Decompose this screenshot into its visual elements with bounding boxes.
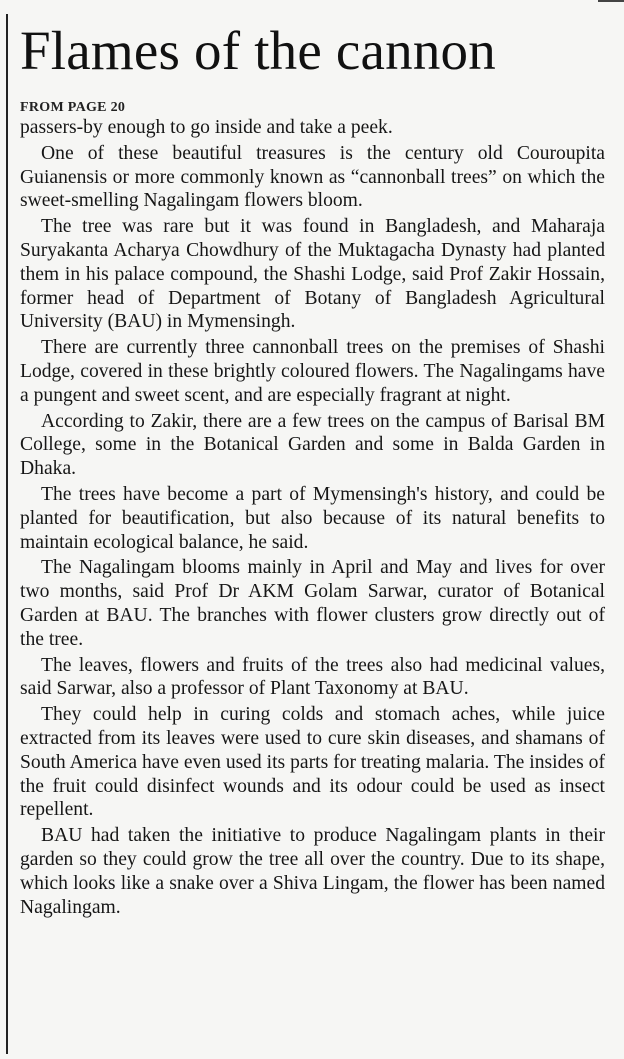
- article-paragraph: The trees have become a part of Mymensingh's history, and could be planted for beautification, but also because of its natural benefits to maintain ecological balance, he said.: [20, 483, 605, 553]
- top-right-border-rule: [598, 0, 624, 2]
- column-border-rule: [6, 14, 8, 1054]
- continued-from-line: FROM PAGE 20: [20, 100, 126, 115]
- article-body: [20, 116, 605, 919]
- article: [20, 20, 605, 919]
- article-paragraph: The tree was rare but it was found in Bangladesh, and Maharaja Suryakanta Acharya Chowdhury of the Muktagacha Dynasty had planted them in his palace compound, the Shashi Lodge, said Prof Zakir Hossain, former head of Department of Botany of Bangladesh Agricultural University (BAU) in Mymensingh.: [20, 216, 605, 333]
- article-paragraph: The leaves, flowers and fruits of the trees also had medicinal values, said Sarwar, also a professor of Plant Taxonomy at BAU.: [20, 654, 605, 700]
- headline: Flames of the cannon: [20, 20, 496, 81]
- article-paragraph: According to Zakir, there are a few trees on the campus of Barisal BM College, some in the Botanical Garden and some in Balda Garden in Dhaka.: [20, 410, 605, 480]
- article-paragraph: There are currently three cannonball trees on the premises of Shashi Lodge, covered in these brightly coloured flowers. The Nagalingams have a pungent and sweet scent, and are especially fragrant at night.: [20, 337, 605, 406]
- article-paragraph: passers-by enough to go inside and take a peek.: [20, 117, 393, 138]
- article-paragraph: BAU had taken the initiative to produce Nagalingam plants in their garden so they could grow the tree all over the country. Due to its shape, which looks like a snake over a Shiva Lingam, the flower has been named Nagalingam.: [20, 825, 605, 918]
- article-paragraph: They could help in curing colds and stomach aches, while juice extracted from its leaves were used to cure skin diseases, and shamans of South America have even used its parts for treating malaria. The insides of the fruit could disinfect wounds and its odour could be used as insect repellent.: [20, 704, 605, 821]
- article-paragraph: One of these beautiful treasures is the century old Couroupita Guianensis or more commonly known as “cannonball trees” on which the sweet-smelling Nagalingam flowers bloom.: [20, 142, 605, 212]
- article-paragraph: The Nagalingam blooms mainly in April and May and lives for over two months, said Prof Dr AKM Golam Sarwar, curator of Botanical Garden at BAU. The branches with flower clusters grow directly out of the tree.: [20, 557, 605, 650]
